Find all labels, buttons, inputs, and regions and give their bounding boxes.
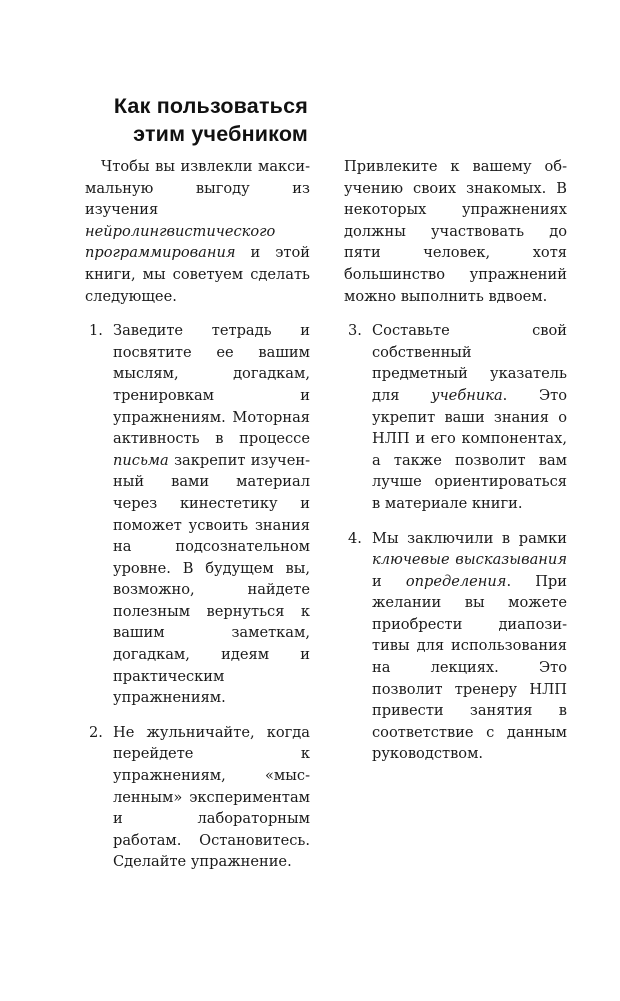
list-item-emphasis: письма: [113, 451, 169, 469]
intro-text-1: Чтобы вы извлекли максимальную выгоду из изучения: [85, 158, 310, 219]
list-item-text-part: . При желании вы можете приобрести диапозитивы для использования на лекциях. Это позволит тренеру НЛП привести занятия в соответствие с данным руководством.: [372, 572, 567, 763]
list-item-4: [344, 528, 567, 766]
list-item-number: 4.: [348, 529, 362, 547]
list-item-3: [344, 320, 567, 514]
page-title-line-2: этим учебником: [133, 122, 308, 146]
list-item-2: [85, 722, 310, 873]
list-item-number: 2.: [89, 723, 103, 741]
list-item-emphasis: ключевые высказывания: [372, 551, 567, 569]
page-title-line-1: Как пользоваться: [113, 94, 308, 118]
list-item-text-part: закрепит изученный вами материал через кинестетику и поможет усвоить знания на подсознательном уровне. В будущем вы, возможно, найдете полезным вернуться к вашим заметкам, догадкам, идеям и практическим упражнениям.: [113, 451, 310, 707]
list-item-text: [113, 320, 310, 709]
list-item-text: [372, 320, 567, 514]
intro-text-2: и этой книги, мы советуем сделать следующее.: [85, 244, 310, 305]
list-item-text-part: Заведите тетрадь и посвятите ее вашим мыслям, догадкам, тренировкам и упражнениям. Моторная активность в процессе: [113, 322, 310, 448]
intro-paragraph: [85, 156, 310, 307]
list-item-text-part: . Это укрепит ваши знания о НЛП и его компонентах, а также позволит вам лучше ориентироваться в материале книги.: [372, 386, 567, 512]
list-item-number: 3.: [348, 322, 362, 340]
list-item-text: [372, 528, 567, 766]
list-item-emphasis: учебника: [431, 386, 503, 404]
list-item-text-part: Мы заключили в рамки: [372, 529, 567, 547]
list-item-number: 1.: [89, 322, 103, 340]
list-item-text: Не жульничайте, когда перейдете к упражнениям, «мысленным» экспериментам и лабораторным работам. Остановитесь. Сделайте упражнение.: [113, 723, 310, 871]
page-title: [114, 92, 308, 148]
list-item-text-part: Составьте свой собственный предметный указатель для: [372, 322, 567, 404]
left-column: [85, 156, 310, 873]
list-item-2-continuation: Привлеките к вашему обучению своих знакомых. В некоторых упражнениях должны участвовать до пяти человек, хотя большинство упражнений можно выполнить вдвоем.: [344, 158, 567, 305]
list-item-1: [85, 320, 310, 709]
intro-emphasis: нейролингвистического программирования: [85, 222, 276, 262]
list-item-text-part: и: [372, 572, 406, 590]
right-column: [344, 156, 567, 765]
list-item-emphasis: определения: [405, 572, 507, 590]
